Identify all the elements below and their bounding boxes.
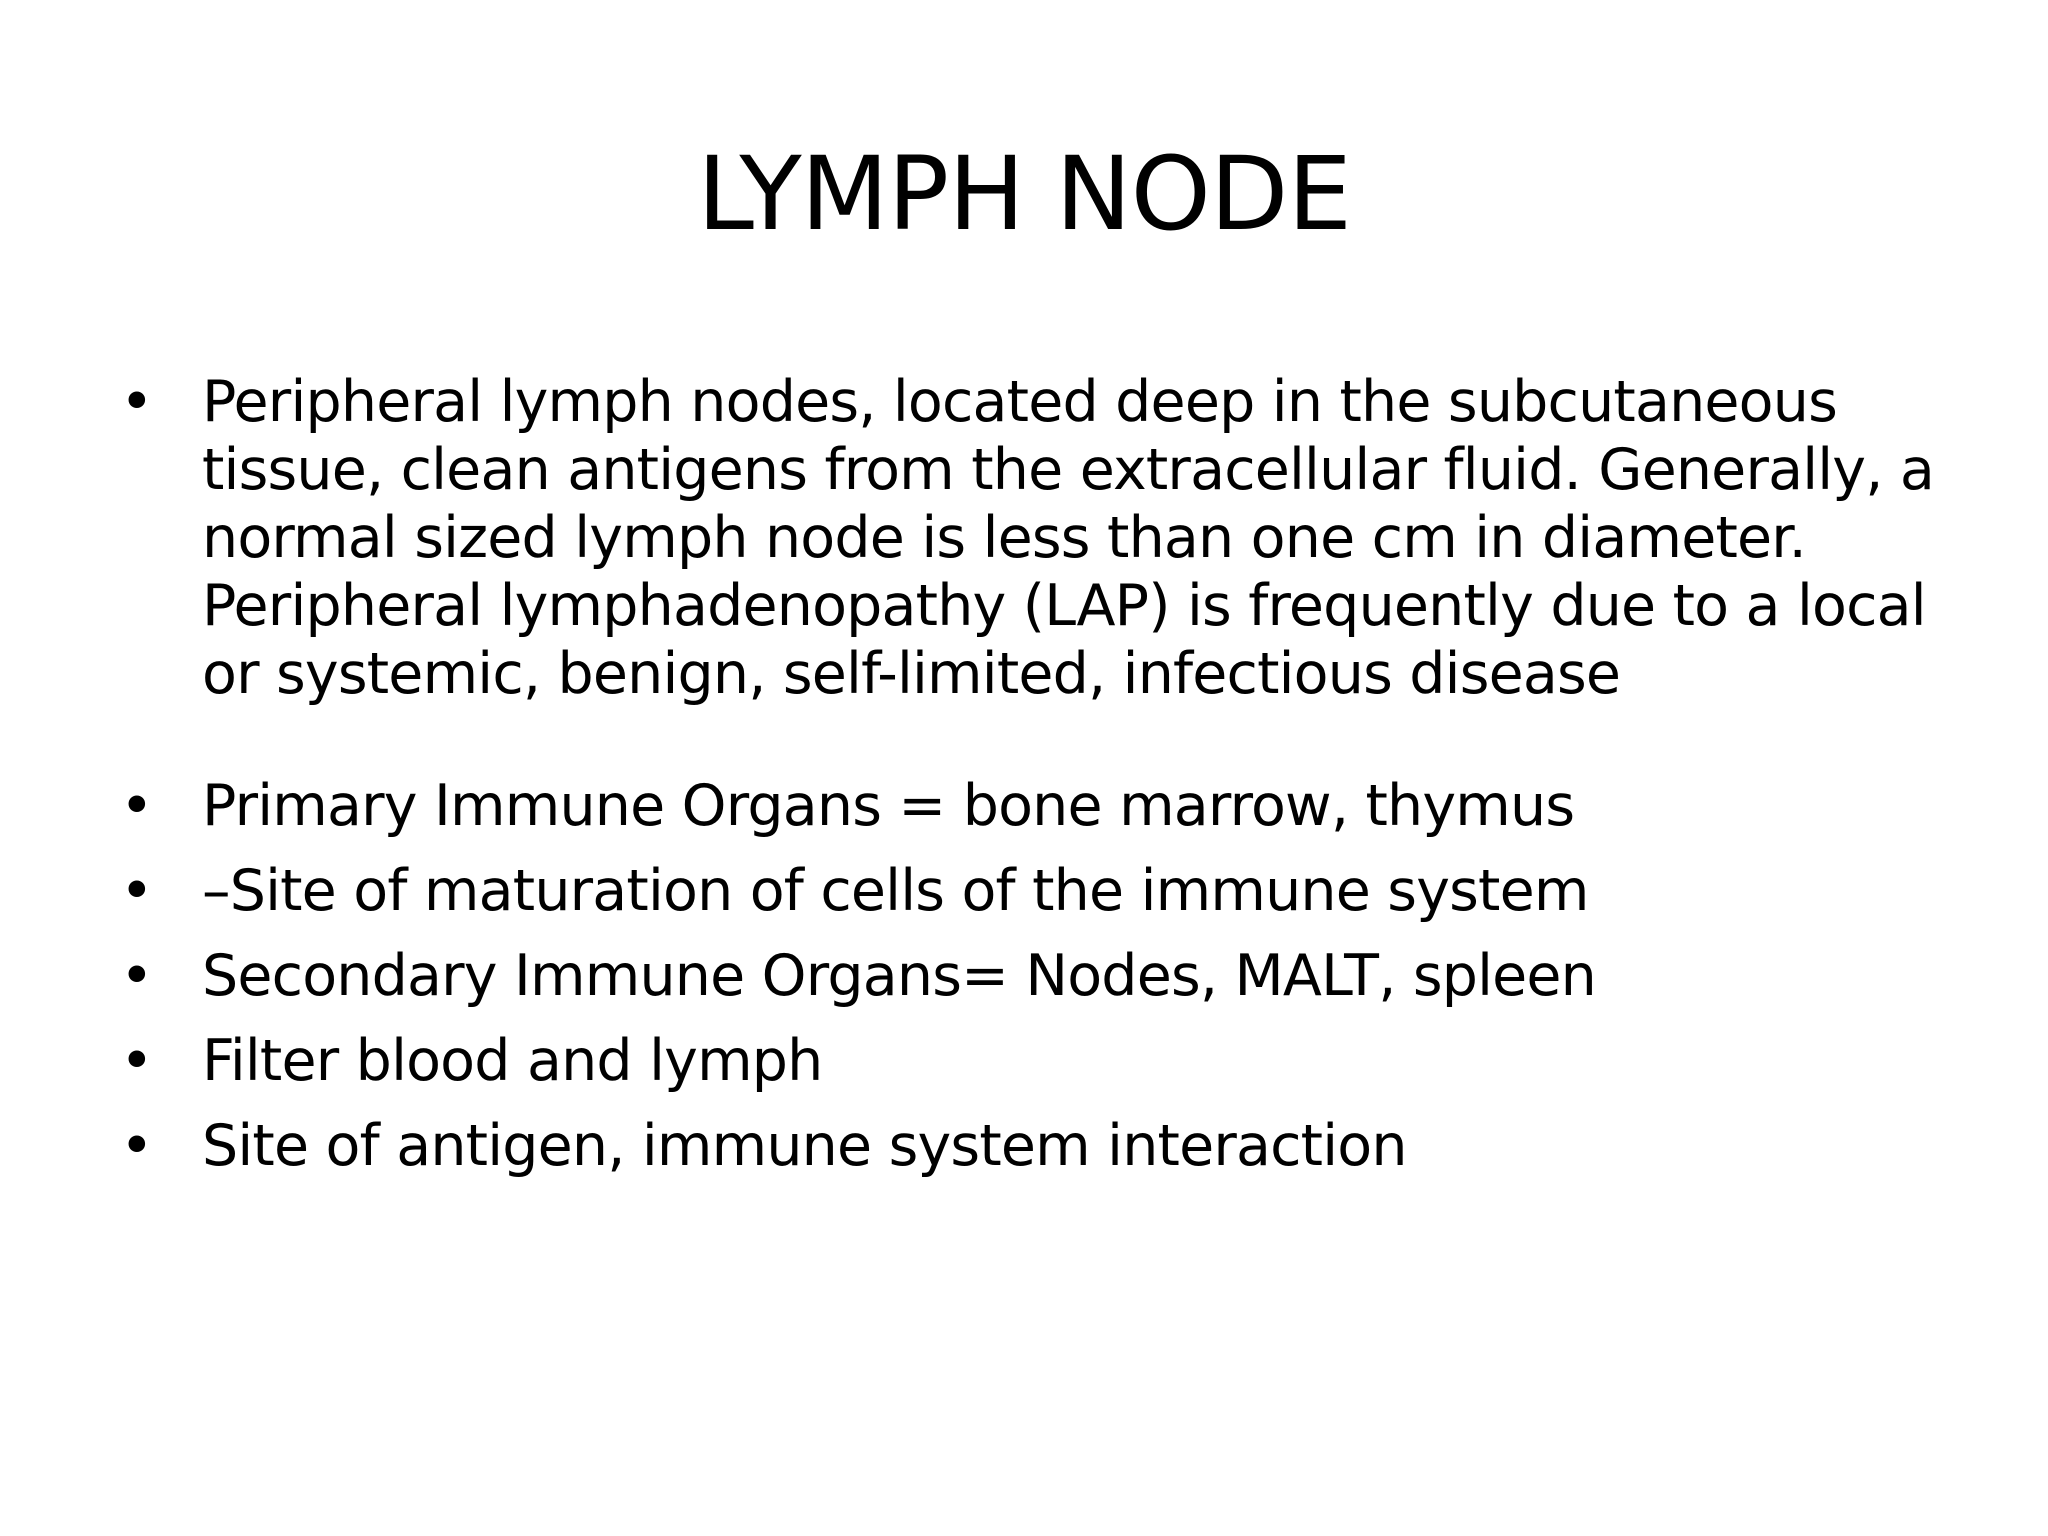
bullet-icon: • (120, 369, 153, 435)
slide-title: LYMPH NODE (697, 135, 1351, 254)
bullet-item (120, 368, 1960, 708)
bullet-text: –Site of maturation of cells of the immune system (202, 858, 1589, 924)
bullet-text: Peripheral lymph nodes, located deep in the subcutaneous tissue, clean antigens from the extracellular fluid. Generally, a normal sized lymph node is less than one cm in diameter. Peripheral lymphadenopathy (LAP) is frequently due to a local or systemic, benign, self-limited, infectious disease (202, 369, 1934, 707)
bullet-icon: • (120, 1113, 153, 1179)
bullet-text: Secondary Immune Organs= Nodes, MALT, spleen (202, 943, 1597, 1009)
bullet-list (120, 368, 1960, 1180)
bullet-text: Site of antigen, immune system interaction (202, 1113, 1407, 1179)
bullet-item (120, 857, 1960, 925)
bullet-item (120, 942, 1960, 1010)
bullet-text: Filter blood and lymph (202, 1028, 823, 1094)
bullet-icon: • (120, 773, 153, 839)
bullet-text: Primary Immune Organs = bone marrow, thymus (202, 773, 1575, 839)
bullet-item (120, 772, 1960, 840)
bullet-icon: • (120, 943, 153, 1009)
bullet-icon: • (120, 858, 153, 924)
bullet-icon: • (120, 1028, 153, 1094)
bullet-item (120, 1027, 1960, 1095)
bullet-item (120, 1112, 1960, 1180)
